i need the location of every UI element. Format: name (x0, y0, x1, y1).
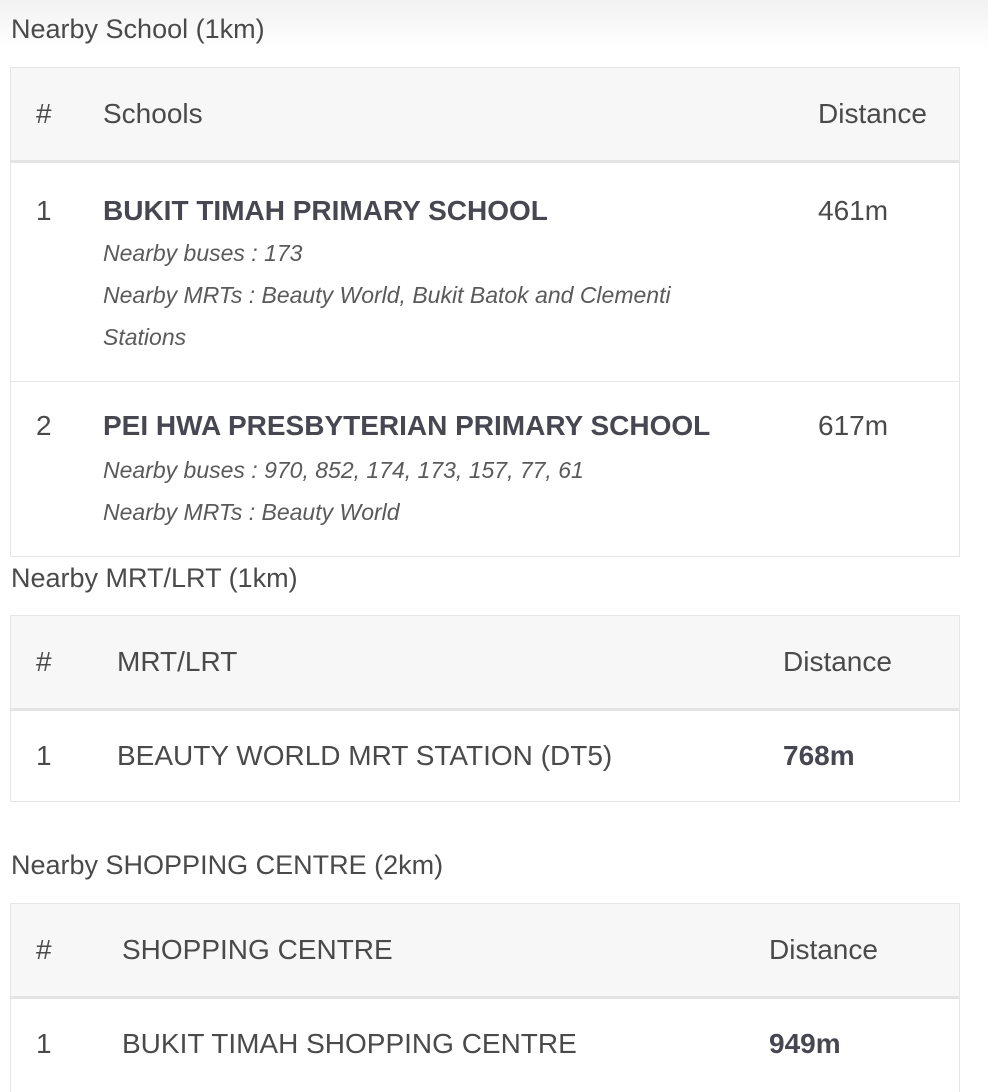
schools-table-header (11, 68, 959, 163)
shopping-distance: 949m (769, 1028, 841, 1059)
nearby-buses: Nearby buses : 970, 852, 174, 173, 157, 77, 61 (103, 457, 584, 483)
mrt-table (10, 615, 960, 802)
table-row (11, 381, 959, 556)
row-number: 1 (36, 740, 52, 771)
school-distance: 461m (818, 195, 889, 226)
column-header-schools: Schools (103, 98, 203, 129)
row-number: 2 (36, 410, 52, 441)
column-header-shopping: SHOPPING CENTRE (122, 934, 393, 965)
mrt-distance: 768m (783, 740, 855, 771)
row-number: 1 (36, 195, 52, 226)
mrt-table-header (11, 616, 959, 711)
shopping-table-header (11, 904, 959, 999)
column-header-num: # (36, 98, 52, 129)
column-header-distance: Distance (769, 934, 878, 965)
table-row (11, 711, 959, 801)
column-header-distance: Distance (818, 98, 927, 129)
schools-table (10, 67, 960, 557)
mrt-name: BEAUTY WORLD MRT STATION (DT5) (117, 740, 613, 771)
shopping-centre-name: BUKIT TIMAH SHOPPING CENTRE (122, 1028, 577, 1059)
column-header-mrt: MRT/LRT (117, 646, 238, 677)
school-name: PEI HWA PRESBYTERIAN PRIMARY SCHOOL (103, 410, 711, 441)
mrt-section-title: Nearby MRT/LRT (1km) (11, 563, 298, 593)
row-number: 1 (36, 1028, 52, 1059)
schools-section-title: Nearby School (1km) (11, 14, 265, 44)
column-header-num: # (36, 646, 52, 677)
nearby-buses: Nearby buses : 173 (103, 240, 303, 266)
shopping-table (10, 903, 960, 1092)
column-header-distance: Distance (783, 646, 892, 677)
table-row (11, 999, 959, 1091)
school-distance: 617m (818, 410, 889, 441)
column-header-num: # (36, 934, 52, 965)
nearby-mrts: Nearby MRTs : Beauty World, Bukit Batok and Clementi Stations (103, 282, 671, 350)
shopping-section-title: Nearby SHOPPING CENTRE (2km) (11, 850, 444, 880)
nearby-mrts: Nearby MRTs : Beauty World (103, 499, 400, 525)
table-row (11, 163, 959, 381)
school-name: BUKIT TIMAH PRIMARY SCHOOL (103, 195, 548, 226)
